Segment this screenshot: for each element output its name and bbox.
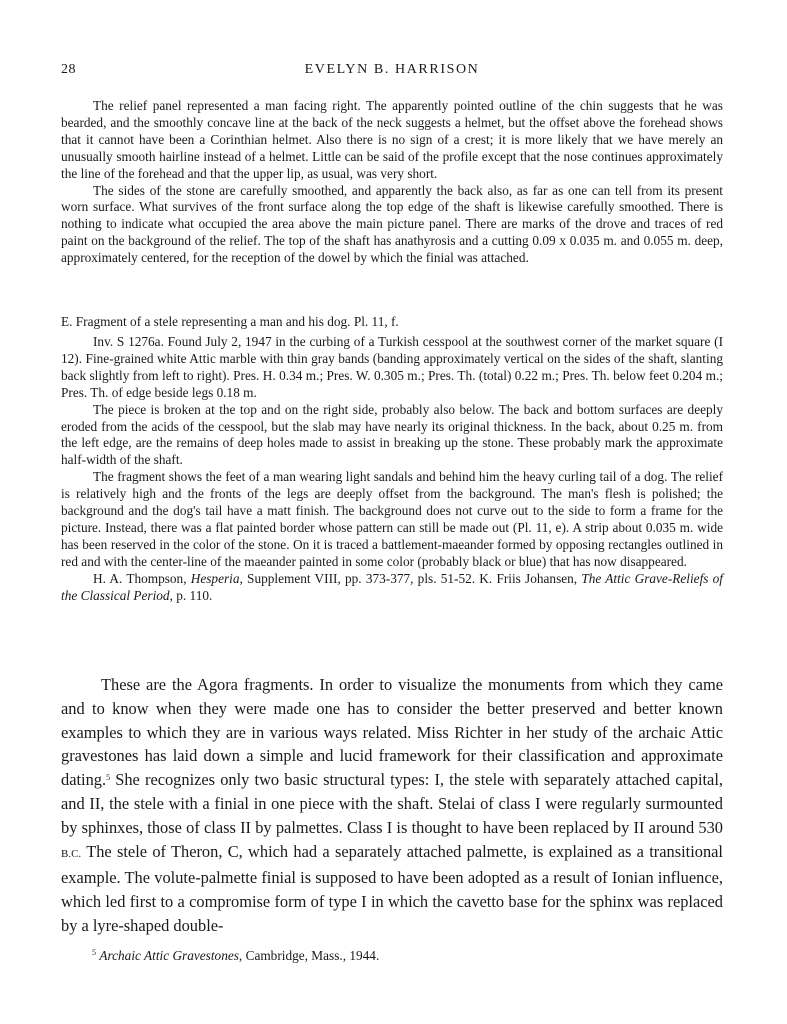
- page-number: 28: [61, 62, 76, 77]
- paragraph: The fragment shows the feet of a man wearing light sandals and behind him the heavy curling tail of a dog. The relief is relatively high and the fronts of the legs are deeply offset from the background. The man's flesh is polished; the background and the dog's tail have a matt finish. The background does not curve out to the side to form a frame for the picture. Instead, there was a flat painted border whose pattern can still be made out (Pl. 11, e). A strip about 0.035 m. wide has been reserved in the color of the stone. On it is traced a battlement-maeander formed by opposing rectangles outlined in red and with the center-line of the maeander painted in some color (probably black or blue) that has now disappeared.: [61, 469, 723, 569]
- paragraph: The sides of the stone are carefully smoothed, and apparently the back also, as far as one can tell from its present worn surface. What survives of the front surface along the top edge of the shaft is likewise carefully smoothed. There is nothing to indicate what occupied the area above the main picture panel. There are marks of the drove and traces of red paint on the background of the relief. The top of the shaft has anathyrosis and a cutting 0.09 x 0.035 m. and 0.055 m. deep, approximately centered, for the reception of the dowel by which the finial was attached.: [61, 182, 723, 266]
- ref-text: , Supplement VIII, pp. 373-377, pls. 51-52. K. Friis Johansen,: [239, 570, 582, 586]
- running-head: EVELYN B. HARRISON: [304, 62, 480, 77]
- footnote-reference[interactable]: 5: [106, 773, 111, 783]
- main-text: [61, 673, 723, 938]
- paragraph: The piece is broken at the top and on the right side, probably also below. The back and bottom surfaces are deeply eroded from the acids of the cesspool, but the slab may have nearly its original thickness. In the back, about 0.25 m. from the left edge, are the remains of deep holes made to assist in breaking up the stone. These probably mark the approximate half-width of the shaft.: [61, 401, 723, 468]
- footnote-text: , Cambridge, Mass., 1944.: [238, 948, 380, 963]
- era-abbreviation: B.C.: [61, 847, 82, 860]
- bibliography-reference: [61, 571, 723, 605]
- text-segment: She recognizes only two basic structural types: I, the stele with separately attached capital, and II, the stele with a finial in one piece with the shaft. Stelai of class I were regularly surmounted by sphinxes, those of class II by palmettes. Class I is thought to have been replaced by II around 530: [61, 770, 723, 837]
- ref-text: H. A. Thompson,: [93, 570, 191, 586]
- footnote-title: Archaic Attic Gravestones: [99, 948, 239, 963]
- footnote: [92, 947, 379, 964]
- entry-e-body: [61, 334, 723, 605]
- ref-book-title: The Attic Grave-Reliefs of the Classical Period: [61, 570, 723, 603]
- paragraph: Inv. S 1276a. Found July 2, 1947 in the curbing of a Turkish cesspool at the southwest corner of the market square (I 12). Fine-grained white Attic marble with thin gray bands (banding approximately vertical on the sides of the shaft, slanting back slightly from left to right). Pres. H. 0.34 m.; Pres. W. 0.305 m.; Pres. Th. (total) 0.22 m.; Pres. Th. below feet 0.204 m.; Pres. Th. of edge beside legs 0.18 m.: [61, 334, 723, 400]
- footnote-mark: 5: [92, 948, 96, 957]
- text-segment: These are the Agora fragments. In order to visualize the monuments from which they came and to know when they were made one has to consider the better preserved and better known examples to which they are in various ways related. Miss Richter in her study of the archaic Attic gravestones has laid down a simple and lucid framework for their classification and approximate dating.: [61, 675, 723, 790]
- entry-e-heading: E. Fragment of a stele representing a man and his dog. Pl. 11, f.: [61, 314, 399, 329]
- page-header: [61, 62, 723, 82]
- ref-journal-title: Hesperia: [190, 570, 240, 586]
- paragraph: [61, 673, 723, 938]
- ref-text: , p. 110.: [169, 587, 213, 603]
- text-segment: The stele of Theron, C, which had a separately attached palmette, is explained as a transitional example. The volute-palmette finial is supposed to have been adopted as a result of Ionian influence, which led first to a compromise form of type I in which the cavetto base for the sphinx was replaced by a lyre-shaped double-: [61, 841, 723, 935]
- relief-description: [61, 98, 723, 267]
- paragraph: The relief panel represented a man facing right. The apparently pointed outline of the chin suggests that he was bearded, and the smoothly concave line at the back of the neck suggests a helmet, but the offset above the forehead shows that it cannot have been a Corinthian helmet. Also there is no sign of a crest; it is more likely that we have merely an unusually smooth hairline instead of a helmet. Little can be said of the profile except that the nose continues approximately the line of the forehead and that the upper lip, as usual, was very short.: [61, 98, 723, 181]
